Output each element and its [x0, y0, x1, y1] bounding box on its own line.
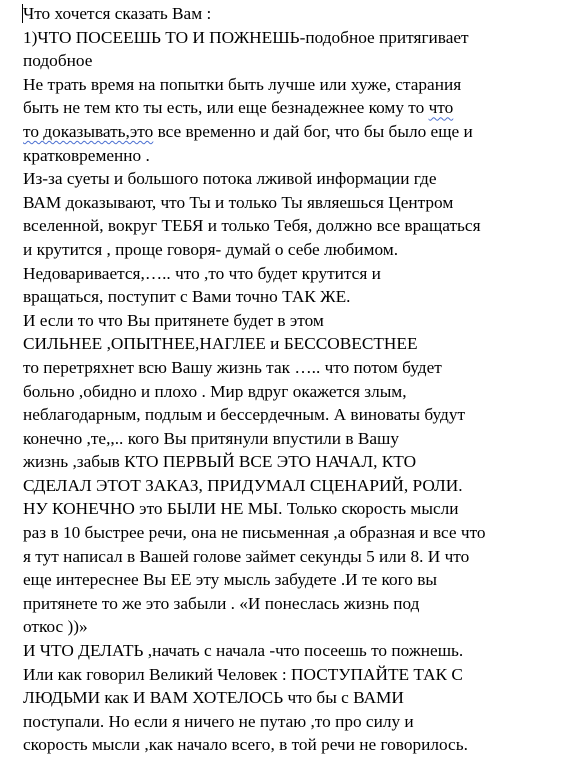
text-line: Из-за суеты и большого потока лживой информации где: [23, 169, 437, 189]
text-line: Недоваривается,….. что ,то что будет крутится и: [23, 263, 381, 283]
text-line: вселенной, вокруг ТЕБЯ и только Тебя, должно все вращаться: [23, 216, 481, 236]
document-body[interactable]: [23, 2, 576, 757]
text-cursor: [22, 4, 23, 23]
text-line: и крутится , проще говоря- думай о себе любимом.: [23, 239, 399, 259]
text-line: поступали. Но если я ничего не путаю ,то про силу и: [23, 711, 414, 731]
text-line: то доказывать,это все временно и дай бог, что бы было еще и: [23, 121, 473, 141]
text-line: ЛЮДЬМИ как И ВАМ ХОТЕЛОСЬ что бы с ВАМИ: [23, 688, 404, 708]
text-line: откос ))»: [23, 617, 88, 637]
text-line: НУ КОНЕЧНО это БЫЛИ НЕ МЫ. Только скорость мысли: [23, 499, 459, 519]
text-line: СИЛЬНЕЕ ,ОПЫТНЕЕ,НАГЛЕЕ и БЕССОВЕСТНЕЕ: [23, 334, 418, 354]
text-line: раз в 10 быстрее речи, она не письменная ,а образная и все что: [23, 523, 486, 543]
text-line: быть не тем кто ты есть, или еще безнадежнее кому то что: [23, 98, 454, 118]
text-line: И если то что Вы притянете будет в этом: [23, 310, 324, 330]
text-line: вращаться, поступит с Вами точно ТАК ЖЕ.: [23, 287, 351, 307]
text-line: то перетряхнет всю Вашу жизнь так ….. что потом будет: [23, 357, 442, 377]
text-line: 1)ЧТО ПОСЕЕШЬ ТО И ПОЖНЕШЬ-подобное притягивает: [23, 27, 469, 47]
text-line: жизнь ,забыв КТО ПЕРВЫЙ ВСЕ ЭТО НАЧАЛ, КТО: [23, 452, 417, 472]
text-line: Не трать время на попытки быть лучше или хуже, старания: [23, 74, 462, 94]
text-line: скорость мысли ,как начало всего, в той речи не говорилось.: [23, 735, 468, 755]
text-line: Или как говорил Великий Человек : ПОСТУПАЙТЕ ТАК С: [23, 664, 463, 684]
text-line: еще интереснее Вы ЕЕ эту мысль забудете .И те кого вы: [23, 570, 438, 590]
text-line: Что хочется сказать Вам :: [23, 4, 212, 23]
text-line: подобное: [23, 51, 93, 71]
text-line: больно ,обидно и плохо . Мир вдруг окажется злым,: [23, 381, 407, 401]
text-line: И ЧТО ДЕЛАТЬ ,начать с начала -что посеешь то пожнешь.: [23, 641, 464, 661]
text-line: неблагодарным, подлым и бессердечным. А виноваты будут: [23, 405, 466, 425]
text-line: я тут написал в Вашей голове займет секунды 5 или 8. И что: [23, 546, 470, 566]
text-line: кратковременно .: [23, 145, 150, 165]
text-line: конечно ,те,,.. кого Вы притянули впустили в Вашу: [23, 428, 399, 448]
text-line: ВАМ доказывают, что Ты и только Ты являешься Центром: [23, 192, 454, 212]
text-line: притянете то же это забыли . «И понеслась жизнь под: [23, 593, 420, 613]
text-line: СДЕЛАЛ ЭТОТ ЗАКАЗ, ПРИДУМАЛ СЦЕНАРИЙ, РОЛИ.: [23, 475, 463, 495]
